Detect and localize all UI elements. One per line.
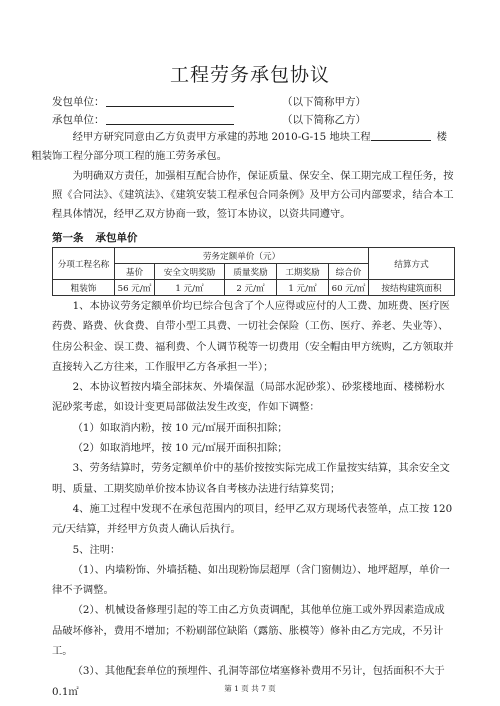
party-b-label: 承包单位：: [52, 114, 105, 126]
cell-total-price: 60 元/㎡: [329, 280, 369, 296]
party-b-blank: [106, 113, 234, 125]
intro-text-c: 粗装饰工程分部分项工程的施工劳务承包。: [31, 150, 228, 162]
intro-paragraph-2: 为明确双方责任，加强相互配合协作，保证质量、保安全、保工期完成工程任务，按照《合同法》、《建筑法》、《建筑安装工程承包合同条例》及甲方公司内部要求，结合本工程具体情况，经甲乙双方协商一致，签订本协议，以资共同遵守。: [52, 170, 454, 220]
clause-2-1: （1）如取消内粉，按 10 元/㎡展开面积扣除；: [72, 421, 288, 434]
intro-text-b: 楼: [436, 131, 447, 143]
document-title: 工程劳务承包协议: [169, 64, 330, 86]
section-1-heading: [52, 230, 138, 245]
party-b-line: [52, 113, 366, 127]
section-1-number: 第一条: [52, 232, 84, 244]
header-base-price: 基价: [115, 264, 155, 280]
building-number-blank: [371, 130, 431, 141]
header-total-price: 综合价: [329, 264, 369, 280]
header-safety-bonus: 安全文明奖励: [155, 264, 225, 280]
cell-schedule-bonus: 1 元/㎡: [277, 280, 329, 296]
clause-2: 2、本协议暂按内墙全部抹灰、外墙保温（局部水泥砂浆）、砂浆楼地面、楼梯粉水泥砂浆考虑，如设计变更局部做法发生改变，作如下调整：: [52, 381, 445, 414]
page-footer: 第 1 页 共 7 页: [224, 684, 276, 693]
section-1-title: 承包单价: [95, 232, 138, 244]
header-item-name: 分项工程名称: [53, 248, 115, 280]
clause-5: 5、注明：: [72, 543, 121, 556]
cell-safety-bonus: 1 元/㎡: [155, 280, 225, 296]
clause-5-1: （1）、内墙粉饰、外墙括糙、如出现粉饰层超厚（含门窗侧边）、地坪超厚，单价一律不予调整。: [52, 563, 450, 597]
header-quality-bonus: 质量奖励: [225, 264, 277, 280]
rate-table: [52, 247, 455, 296]
cell-quality-bonus: 2 元/㎡: [225, 280, 277, 296]
header-settlement: 结算方式: [369, 248, 455, 280]
cell-base-price: 56 元/㎡: [115, 280, 155, 296]
clause-4: 4、施工过程中发现不在承包范围内的项目，经甲乙双方现场代表签单，点工按 120 元/天结算，并经甲方负责人确认后执行。: [52, 502, 453, 536]
clause-2-2: （2）如取消地坪，按 10 元/㎡展开面积扣除；: [72, 442, 288, 455]
party-a-line: [52, 95, 366, 109]
party-a-note: （以下简称甲方）: [282, 96, 366, 108]
party-a-label: 发包单位：: [52, 96, 105, 108]
clause-1: 1、本协议劳务定额单价均已综合包含了个人应得或应付的人工费、加班费、医疗医药费、路费、伙食费、自带小型工具费、一切社会保险（工伤、医疗、养老、失业等）、住房公积金、误工费、福利费、个人调节税等一切费用（安全帽由甲方统购，乙方领取并直接转入乙方往来，工作服甲乙方各承担一半）；: [52, 300, 454, 373]
party-a-blank: [106, 95, 234, 107]
table-row: [53, 280, 455, 296]
clause-3: 3、劳务结算时，劳务定额单价中的基价按按实际完成工作量按实结算，其余安全文明、质量、工期奖励单价按本协议各自考核办法进行结算奖罚；: [52, 462, 450, 495]
intro-text-a: 经甲方研究同意由乙方负责甲方承建的苏地 2010-G-15 地块工程: [72, 131, 371, 143]
clause-5-2: （2）、机械设备修理引起的等工由乙方负责调配，其他单位施工或外界因素造成成品破坏修补，费用不增加；不粉刷部位缺陷（露筋、胀模等）修补由乙方完成，不另计工。: [52, 604, 445, 658]
intro-paragraph-1: [31, 128, 454, 166]
header-schedule-bonus: 工期奖励: [277, 264, 329, 280]
cell-item: 粗装饰: [53, 280, 115, 296]
clauses-body: [52, 296, 454, 702]
header-price-group: 劳务定额单价（元）: [115, 248, 369, 264]
cell-settlement: 按结构建筑面积: [369, 280, 455, 296]
clause-5-3: （3）、其他配套单位的预埋件、孔洞等部位堵塞修补费用不另计，包括面积不大于 0.1㎡: [52, 665, 445, 698]
party-b-note: （以下简称乙方）: [282, 114, 366, 126]
